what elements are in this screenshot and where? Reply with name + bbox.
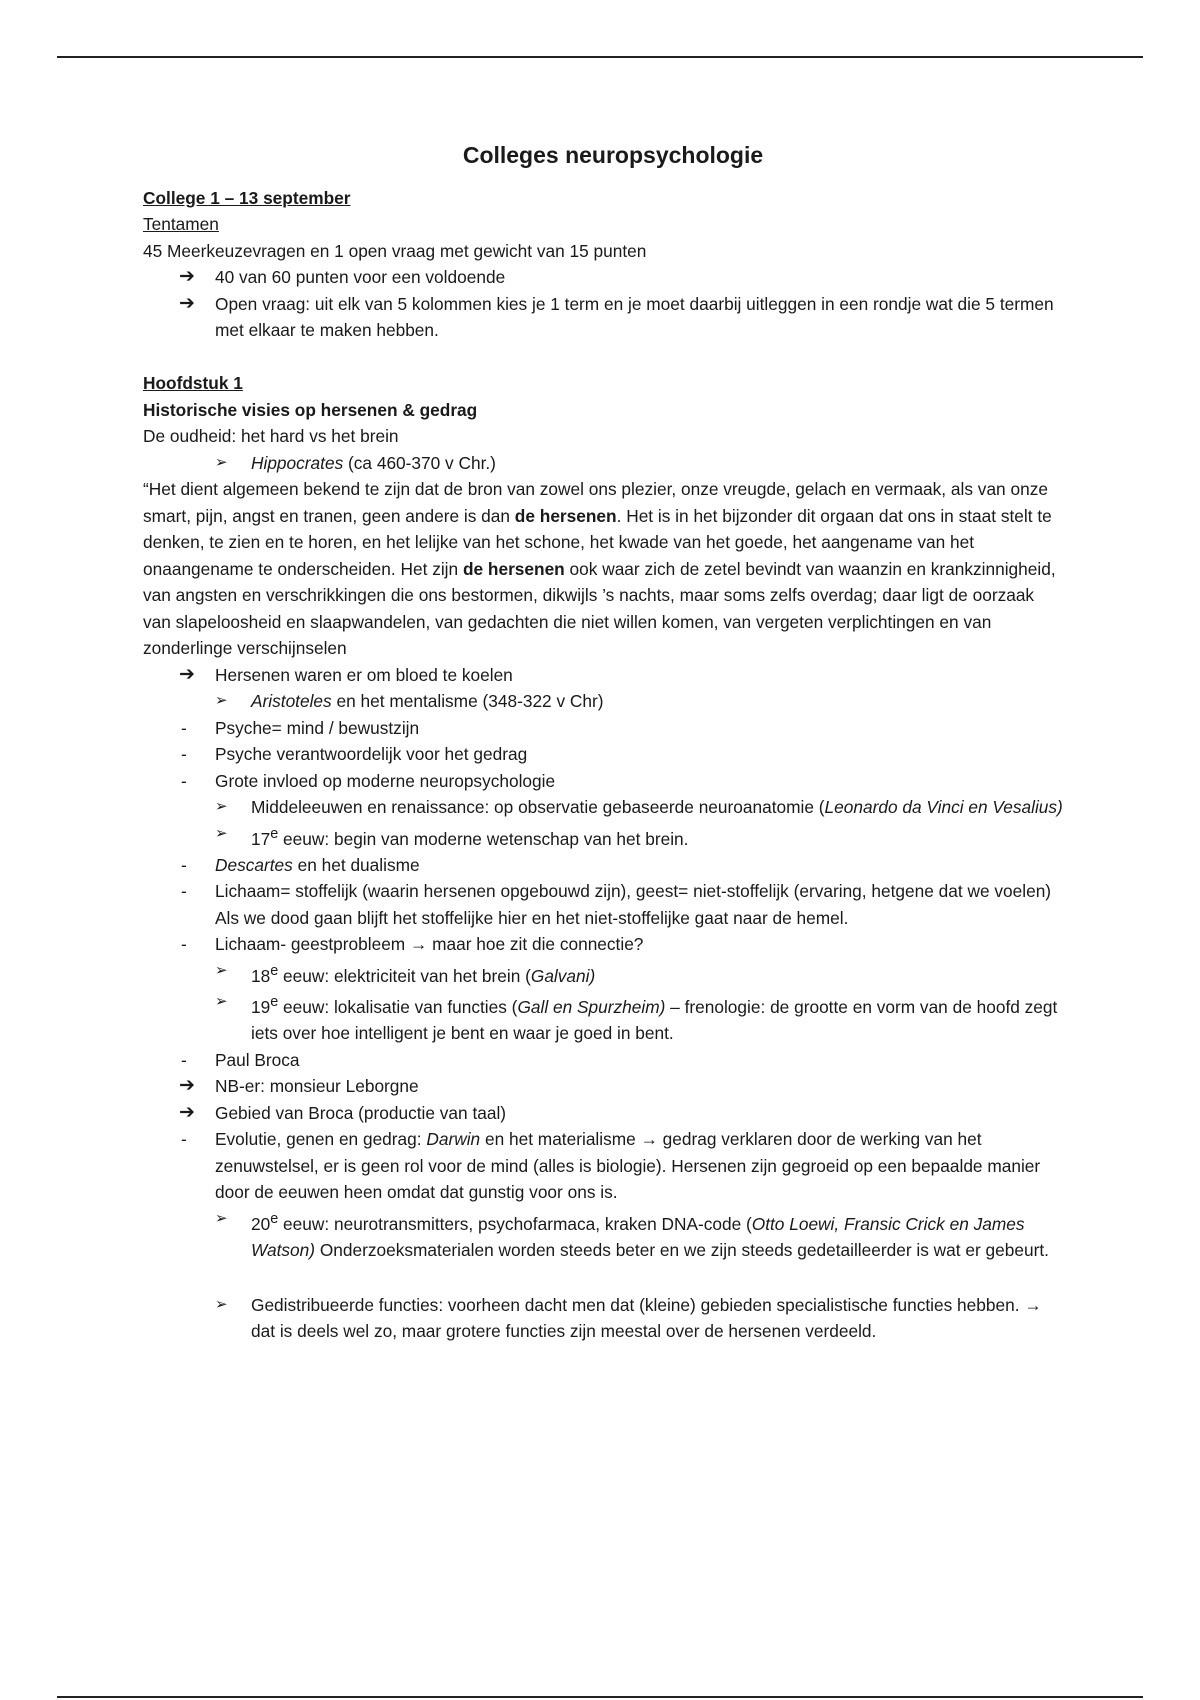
list-item: ➔ Open vraag: uit elk van 5 kolommen kies je 1 term en je moet daarbij uitleggen in een rondje wat die 5 termen met elkaar te maken hebben.	[179, 292, 1054, 340]
dash-bullet-icon: -	[181, 934, 187, 955]
triangle-bullet-icon: ➢	[215, 1209, 228, 1227]
list-item: ➢ 20e eeuw: neurotransmitters, psychofarmaca, kraken DNA-code (Otto Loewi, Fransic Crick en James Watson) Onderzoeksmaterialen worden steeds beter en we zijn steeds gedetailleerder is wat er gebeurt.	[143, 1206, 1063, 1264]
list-item: ➢ Gedistribueerde functies: voorheen dacht men dat (kleine) gebieden specialistische functies hebben. → dat is deels wel zo, maar grotere functies zijn meestal over de hersenen verdeeld.	[143, 1292, 1063, 1345]
dash-bullet-icon: -	[181, 770, 187, 791]
list-item: - Lichaam- geestprobleem → maar hoe zit die connectie?	[143, 931, 1063, 958]
list-item: ➢ 18e eeuw: elektriciteit van het brein (Galvani)	[143, 958, 1063, 989]
section-heading: Historische visies op hersenen & gedrag	[143, 399, 478, 420]
college-heading: College 1 – 13 september	[143, 187, 351, 208]
triangle-bullet-icon: ➢	[215, 824, 228, 842]
dash-bullet-icon: -	[181, 854, 187, 875]
footer-rule	[57, 1696, 1143, 1698]
arrow-bullet-icon: ➔	[179, 266, 195, 287]
list-item: ➔ NB-er: monsieur Leborgne	[143, 1073, 1063, 1100]
dash-bullet-icon: -	[181, 717, 187, 738]
list-item: - Psyche= mind / bewustzijn	[143, 715, 1063, 742]
triangle-bullet-icon: ➢	[215, 692, 228, 709]
document-body	[143, 142, 1063, 1345]
list-item: ➢ Hippocrates (ca 460-370 v Chr.)	[143, 450, 1063, 477]
list-item: - Paul Broca	[143, 1047, 1063, 1074]
triangle-bullet-icon: ➢	[215, 1295, 228, 1313]
dash-bullet-icon: -	[181, 744, 187, 764]
list-item: - Lichaam= stoffelijk (waarin hersenen opgebouwd zijn), geest= niet-stoffelijk (ervaring, hetgene dat we voelen) Als we dood gaan blijft het stoffelijke hier en het niet-stoffelijke gaat naar de hemel.	[143, 878, 1063, 931]
list-item: - Psyche verantwoordelijk voor het gedrag	[143, 741, 1063, 768]
hippocrates-quote: “Het dient algemeen bekend te zijn dat de bron van zowel ons plezier, onze vreugde, gelach en vermaak, als van onze smart, pijn, angst en tranen, geen andere is dan de hersenen. Het is in het bijzonder dit orgaan dat ons in staat stelt te denken, te zien en te horen, en het lelijke van het schone, het kwade van het goede, het aangename van het onaangename te onderscheiden. Het zijn de hersenen ook waar zich de zetel bevindt van waanzin en krankzinnigheid, van angsten en verschrikkingen die ons bestormen, dikwijls ’s nachts, maar soms zelfs overdag; daar ligt de oorzaak van slapeloosheid en slaapwandelen, van gedachten die niet willen komen, van vergeten verplichtingen en van zonderlinge verschijnselen	[143, 479, 1056, 658]
list-item: - Evolutie, genen en gedrag: Darwin en het materialisme → gedrag verklaren door de werking van het zenuwstelsel, er is geen rol voor de mind (alles is biologie). Hersenen zijn gegroeid op een bepaalde manier door de eeuwen heen omdat dat gunstig voor ons is.	[143, 1126, 1063, 1206]
chapter-heading: Hoofdstuk 1	[143, 373, 243, 393]
header-rule	[57, 56, 1143, 58]
triangle-bullet-icon: ➢	[215, 798, 228, 815]
triangle-bullet-icon: ➢	[215, 453, 228, 471]
list-item: - Grote invloed op moderne neuropsychologie	[143, 768, 1063, 795]
list-item: ➔ 40 van 60 punten voor een voldoende	[143, 264, 1063, 291]
arrow-inline-icon: →	[1024, 1294, 1042, 1315]
tentamen-line: 45 Meerkeuzevragen en 1 open vraag met gewicht van 15 punten	[143, 240, 647, 261]
list-item: ➔ Gebied van Broca (productie van taal)	[143, 1100, 1063, 1127]
list-item: ➢ Middeleeuwen en renaissance: op observatie gebaseerde neuroanatomie (Leonardo da Vinci en Vesalius)	[143, 794, 1063, 821]
arrow-bullet-icon: ➔	[179, 663, 195, 685]
arrow-bullet-icon: ➔	[179, 1101, 195, 1123]
arrow-inline-icon: →	[640, 1129, 658, 1150]
triangle-bullet-icon: ➢	[215, 961, 228, 979]
page-title: Colleges neuropsychologie	[462, 142, 764, 168]
tentamen-heading: Tentamen	[143, 214, 219, 234]
list-item: ➢ 17e eeuw: begin van moderne wetenschap van het brein.	[143, 821, 1063, 852]
triangle-bullet-icon: ➢	[215, 993, 228, 1011]
arrow-bullet-icon: ➔	[179, 1075, 195, 1097]
dash-bullet-icon: -	[181, 1049, 187, 1070]
list-item: ➢ Aristoteles en het mentalisme (348-322 v Chr)	[143, 688, 1063, 715]
oudheid-line: De oudheid: het hard vs het brein	[143, 426, 399, 446]
list-item: ➢ 19e eeuw: lokalisatie van functies (Gall en Spurzheim) – frenologie: de grootte en vorm van de hoofd zegt iets over hoe intelligent je bent en waar je goed in bent.	[143, 989, 1063, 1047]
dash-bullet-icon: -	[181, 1129, 187, 1150]
list-item: - Descartes en het dualisme	[143, 852, 1063, 879]
arrow-bullet-icon: ➔	[179, 292, 195, 314]
list-item: ➔ Hersenen waren er om bloed te koelen	[143, 662, 1063, 689]
dash-bullet-icon: -	[181, 881, 187, 902]
arrow-inline-icon: →	[410, 934, 428, 955]
